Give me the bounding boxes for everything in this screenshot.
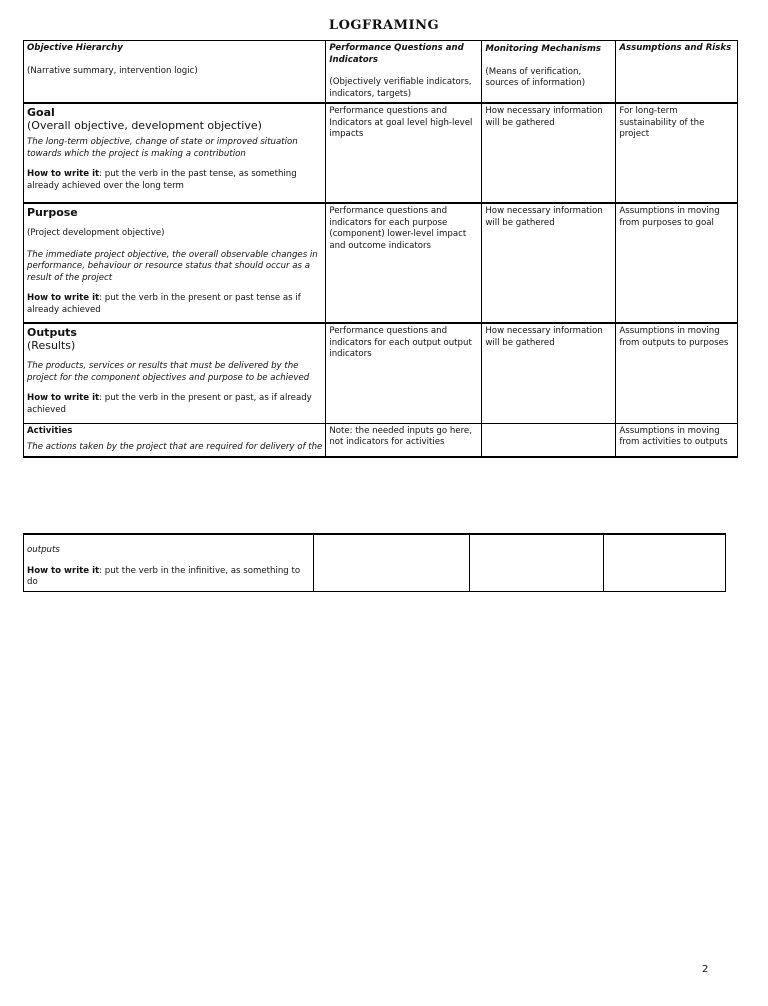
header-subtitle: (Narrative summary, intervention logic): [27, 65, 198, 76]
goal-title: Goal: [27, 106, 55, 119]
activities-title: Activities: [27, 425, 73, 436]
header-title: Objective Hierarchy: [27, 43, 123, 53]
header-subtitle: (Objectively verifiable indicators, indicators, targets): [329, 77, 472, 99]
how-to-text: : put the verb in the past tense, as something already achieved over the long term: [27, 169, 297, 191]
outputs-assumptions: Assumptions in moving from outputs to purposes: [616, 323, 738, 423]
continuation-indicators: [314, 534, 470, 591]
header-performance-indicators: [326, 41, 482, 104]
logframe-table: [23, 40, 738, 458]
goal-how-to: [27, 169, 322, 192]
activities-assumptions: Assumptions in moving from activities to outputs: [616, 423, 738, 457]
header-title: Performance Questions and Indicators: [329, 43, 464, 65]
how-to-text: : put the verb in the infinitive, as something to do: [27, 565, 301, 587]
activities-description-continued: outputs: [27, 545, 60, 555]
continuation-monitoring: [470, 534, 604, 591]
purpose-indicators: Performance questions and indicators for each purpose (component) lower-level impact and outcome indicators: [326, 203, 482, 323]
purpose-monitoring: How necessary information will be gathered: [482, 203, 616, 323]
goal-description: The long-term objective, change of state or improved situation towards which the project is making a contribution: [27, 137, 298, 159]
activities-continuation-cell: [24, 534, 314, 591]
activities-indicators: Note: the needed inputs go here, not indicators for activities: [326, 423, 482, 457]
header-objective-hierarchy: [24, 41, 326, 104]
how-to-text: : put the verb in the present or past tense as if already achieved: [27, 293, 301, 315]
outputs-row: [24, 323, 738, 423]
purpose-row: [24, 203, 738, 323]
header-title: Monitoring Mechanisms: [485, 44, 601, 54]
purpose-assumptions: Assumptions in moving from purposes to goal: [616, 203, 738, 323]
header-assumptions-risks: [616, 41, 738, 104]
outputs-cell: [24, 323, 326, 423]
purpose-how-to: [27, 293, 322, 316]
activities-continuation-row: [24, 534, 726, 591]
goal-cell: [24, 103, 326, 203]
how-to-label: How to write it: [27, 565, 100, 576]
outputs-title: Outputs: [27, 326, 77, 339]
outputs-description: The products, services or results that must be delivered by the project for the component objectives and purpose to be achieved: [27, 361, 310, 383]
goal-subtitle: (Overall objective, development objective): [27, 119, 262, 132]
outputs-subtitle: (Results): [27, 339, 76, 352]
activities-cell: [24, 423, 326, 457]
goal-monitoring: How necessary information will be gathered: [482, 103, 616, 203]
purpose-description: The immediate project objective, the overall observable changes in performance, behaviour or resource status that should occur as a result of the project: [27, 249, 318, 283]
how-to-label: How to write it: [27, 169, 100, 179]
goal-row: [24, 103, 738, 203]
purpose-title: Purpose: [27, 206, 78, 219]
header-subtitle: (Means of verification, sources of information): [485, 66, 586, 88]
activities-description: The actions taken by the project that are required for delivery of the: [27, 442, 323, 452]
activities-how-to: [27, 566, 310, 589]
page-number: 2: [702, 964, 709, 975]
logframe-continuation-table: [23, 533, 726, 592]
purpose-subtitle: (Project development objective): [27, 228, 165, 238]
how-to-text: : put the verb in the present or past, as if already achieved: [27, 393, 312, 415]
continuation-assumptions: [604, 534, 726, 591]
how-to-label: How to write it: [27, 393, 100, 403]
outputs-monitoring: How necessary information will be gathered: [482, 323, 616, 423]
header-row: [24, 41, 738, 104]
outputs-indicators: Performance questions and indicators for each output output indicators: [326, 323, 482, 423]
header-title: Assumptions and Risks: [619, 43, 732, 53]
goal-indicators: Performance questions and Indicators at goal level high-level impacts: [326, 103, 482, 203]
header-monitoring-mechanisms: [482, 41, 616, 104]
purpose-cell: [24, 203, 326, 323]
outputs-how-to: [27, 393, 322, 416]
activities-row: [24, 423, 738, 457]
how-to-label: How to write it: [27, 293, 100, 303]
activities-monitoring: [482, 423, 616, 457]
page-title: LOGFRAMING: [328, 18, 440, 33]
goal-assumptions: For long-term sustainability of the project: [616, 103, 738, 203]
